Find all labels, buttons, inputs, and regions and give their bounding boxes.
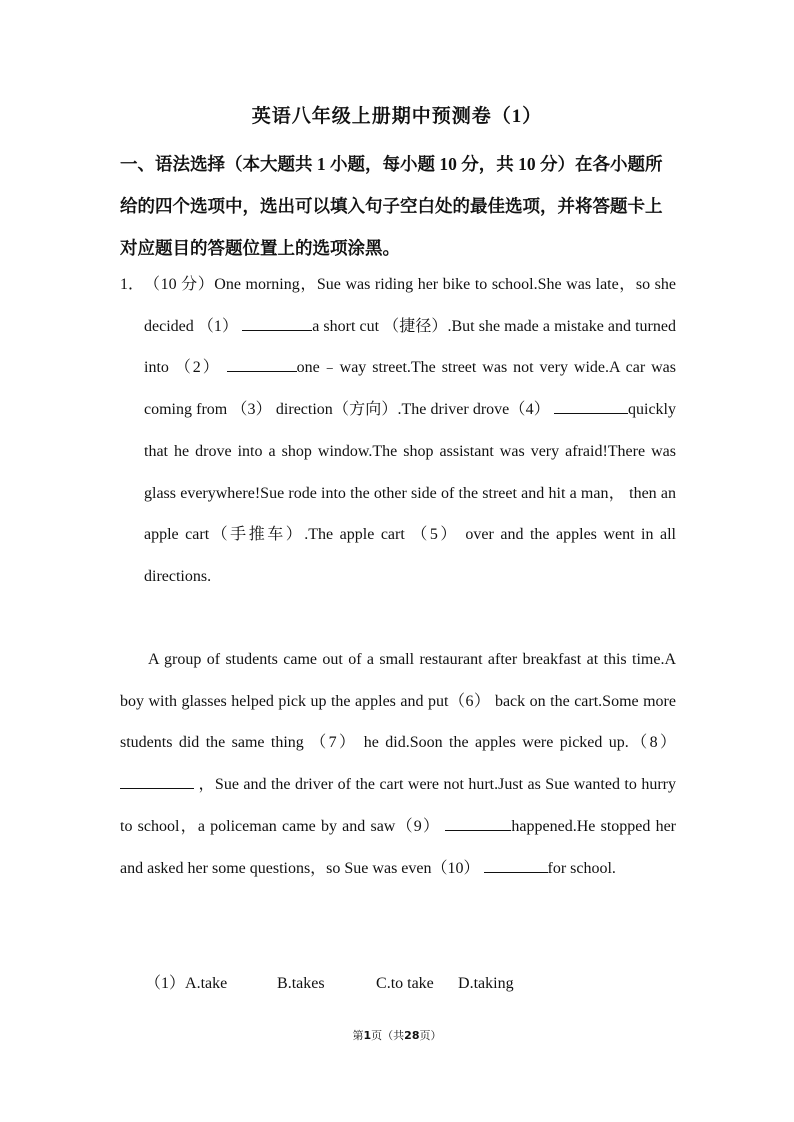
page-footer — [0, 1027, 794, 1043]
option-a[interactable]: A.take — [185, 975, 228, 992]
blank-1[interactable] — [242, 313, 312, 331]
passage-text: quickly that he drove into a shop window.The shop assistant was very afraid!There was glass everywhere!Sue rode into the other side of the street and hit a man， then an apple cart（手推车）.The apple cart （5） over and the apples went in all directions. — [144, 401, 676, 585]
option-d[interactable]: D.taking — [458, 975, 514, 992]
passage-text: One morning，Sue was riding her bike to school.She was late，so she decided （1） — [144, 276, 676, 335]
question-number: 1． — [120, 276, 145, 293]
blank-2[interactable] — [227, 355, 297, 373]
passage-text: one﹣way street.The street was not very wide.A car was coming from （3） direction（方向）.The driver drove（4） — [144, 359, 676, 419]
question-1 — [120, 264, 676, 598]
question-passage-1 — [120, 264, 676, 598]
footer-suffix: 页） — [419, 1029, 442, 1042]
page-title: 英语八年级上册期中预测卷（1） — [251, 106, 543, 127]
passage-text: for school. — [547, 859, 616, 877]
footer-mid: 页（共 — [371, 1029, 405, 1042]
question-points: （10 分） — [144, 276, 215, 293]
question-passage-2 — [120, 639, 676, 889]
blank-9[interactable] — [445, 813, 511, 831]
passage-text: a short cut （捷径）.But she made a mistake and turned into （2） — [144, 317, 676, 377]
passage-text: ，Sue and the driver of the cart were not hurt.Just as Sue wanted to hurry to school，a policeman came by and saw（9） — [120, 776, 676, 835]
options-question-1 — [145, 970, 514, 993]
footer-total-pages: 28 — [404, 1029, 420, 1042]
option-b[interactable]: B.takes — [277, 975, 325, 992]
blank-8[interactable] — [120, 771, 194, 789]
option-label: （1） — [145, 975, 186, 992]
section-heading: 一、语法选择（本大题共 1 小题，每小题 10 分，共 10 分）在各小题所给的四个选项中，选出可以填入句子空白处的最佳选项，并将答题卡上对应题目的答题位置上的选项涂黑。 — [120, 154, 663, 258]
passage-text: A group of students came out of a small restaurant after breakfast at this time.A boy with glasses helped pick up the apples and put（6） back on the cart.Some more students did the same thing （7） he did.Soon the apples were picked up.（8） — [120, 651, 676, 752]
footer-page-number: 1 — [363, 1029, 372, 1042]
passage-text: happened.He stopped her and asked her some questions，so Sue was even（10） — [120, 817, 677, 877]
option-c[interactable]: C.to take — [376, 975, 434, 992]
footer-prefix: 第 — [352, 1029, 364, 1042]
blank-10[interactable] — [484, 855, 548, 873]
blank-4[interactable] — [554, 396, 628, 414]
